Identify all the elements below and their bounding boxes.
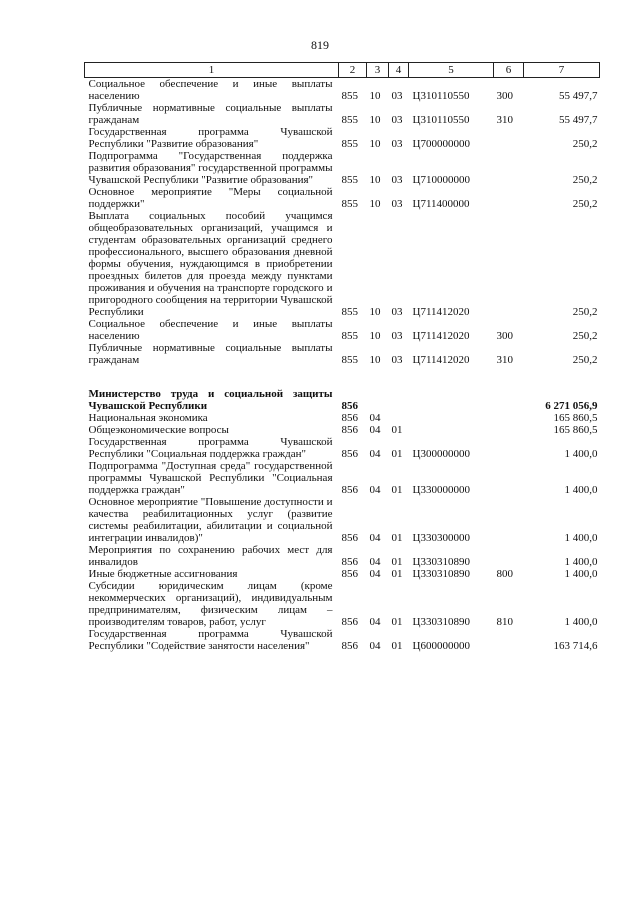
row-name: Министерство труда и социальной защиты Чувашской Республики [88, 388, 333, 412]
row-subsection-code: 03 [391, 138, 403, 150]
row-expense-type: 800 [496, 568, 513, 580]
row-ministry-code: 856 [341, 400, 358, 412]
row-amount: 1 400,0 [564, 532, 598, 544]
row-amount: 250,2 [572, 198, 598, 210]
row-ministry-code: 855 [341, 90, 358, 102]
row-name: Мероприятия по сохранению рабочих мест для инвалидов [88, 544, 333, 568]
row-ministry-code: 855 [341, 138, 358, 150]
row-expense-type [494, 628, 524, 652]
table-row [85, 388, 600, 412]
row-target-code: Ц310110550 [412, 114, 470, 126]
row-section-code: 10 [369, 306, 381, 318]
table-row [85, 424, 600, 436]
row-amount: 1 400,0 [564, 484, 598, 496]
spacer-row [85, 366, 600, 388]
row-expense-type: 300 [496, 330, 513, 342]
row-subsection-code: 01 [391, 640, 403, 652]
row-amount: 165 860,5 [553, 424, 598, 436]
table-row [85, 436, 600, 460]
row-amount: 250,2 [572, 354, 598, 366]
row-expense-type [494, 210, 524, 318]
row-ministry-code: 856 [341, 448, 358, 460]
column-header-1: 1 [85, 63, 339, 78]
table-row [85, 544, 600, 568]
row-amount: 1 400,0 [564, 616, 598, 628]
row-target-code: Ц330310890 [412, 616, 470, 628]
table-row [85, 496, 600, 544]
row-ministry-code: 856 [341, 556, 358, 568]
column-header-3: 3 [367, 63, 389, 78]
row-subsection-code [389, 388, 409, 412]
row-target-code: Ц330000000 [412, 484, 470, 496]
row-ministry-code: 856 [341, 484, 358, 496]
row-section-code: 10 [369, 114, 381, 126]
row-expense-type [494, 460, 524, 496]
row-ministry-code: 856 [341, 532, 358, 544]
row-section-code: 10 [369, 198, 381, 210]
row-subsection-code [389, 412, 409, 424]
row-expense-type [494, 126, 524, 150]
row-ministry-code: 856 [341, 424, 358, 436]
row-amount: 250,2 [572, 330, 598, 342]
row-name: Государственная программа Чувашской Республики "Развитие образования" [88, 126, 333, 150]
row-expense-type [494, 424, 524, 436]
row-amount: 163 714,6 [553, 640, 598, 652]
row-subsection-code: 01 [391, 484, 403, 496]
table-row [85, 318, 600, 342]
row-subsection-code: 01 [391, 616, 403, 628]
table-row [85, 126, 600, 150]
row-ministry-code: 855 [341, 198, 358, 210]
table-row [85, 568, 600, 580]
row-expense-type [494, 388, 524, 412]
row-expense-type [494, 496, 524, 544]
row-name: Публичные нормативные социальные выплаты гражданам [88, 342, 333, 366]
row-subsection-code: 03 [391, 90, 403, 102]
row-amount: 250,2 [572, 174, 598, 186]
column-header-6: 6 [494, 63, 524, 78]
table-body [85, 78, 600, 653]
row-amount: 1 400,0 [564, 568, 598, 580]
row-ministry-code: 855 [341, 306, 358, 318]
column-header-2: 2 [339, 63, 367, 78]
row-subsection-code: 01 [391, 568, 403, 580]
row-expense-type: 300 [496, 90, 513, 102]
row-subsection-code: 03 [391, 306, 403, 318]
row-subsection-code: 03 [391, 174, 403, 186]
table-row [85, 186, 600, 210]
table-row [85, 628, 600, 652]
table-row [85, 342, 600, 366]
table-row [85, 78, 600, 103]
row-target-code [409, 388, 494, 412]
table-row [85, 580, 600, 628]
row-target-code: Ц330310890 [412, 568, 470, 580]
row-subsection-code: 03 [391, 354, 403, 366]
row-amount: 165 860,5 [553, 412, 598, 424]
row-subsection-code: 01 [391, 424, 403, 436]
row-name: Основное мероприятие "Меры социальной поддержки" [88, 186, 333, 210]
row-amount: 1 400,0 [564, 448, 598, 460]
row-section-code: 10 [369, 138, 381, 150]
row-target-code: Ц300000000 [412, 448, 470, 460]
row-target-code: Ц711400000 [412, 198, 470, 210]
row-expense-type [494, 412, 524, 424]
row-expense-type [494, 150, 524, 186]
table-row [85, 460, 600, 496]
row-section-code [367, 388, 389, 412]
row-name: Национальная экономика [88, 412, 208, 424]
row-target-code: Ц310110550 [412, 90, 470, 102]
row-ministry-code: 856 [341, 568, 358, 580]
row-expense-type: 310 [496, 114, 513, 126]
row-name: Иные бюджетные ассигнования [88, 568, 238, 580]
row-ministry-code: 856 [341, 616, 358, 628]
row-ministry-code: 855 [341, 354, 358, 366]
row-target-code [409, 424, 494, 436]
row-target-code: Ц330300000 [412, 532, 470, 544]
row-subsection-code: 01 [391, 448, 403, 460]
row-target-code: Ц600000000 [412, 640, 470, 652]
row-target-code: Ц711412020 [412, 330, 470, 342]
row-section-code: 04 [369, 532, 381, 544]
row-section-code: 10 [369, 330, 381, 342]
row-name: Субсидии юридическим лицам (кроме некоммерческих организаций), индивидуальным предпринимателям, физическим лицам – производителям товаров, работ, услуг [88, 580, 333, 628]
row-amount: 55 497,7 [559, 90, 598, 102]
row-section-code: 04 [369, 640, 381, 652]
row-ministry-code: 856 [341, 640, 358, 652]
column-header-4: 4 [389, 63, 409, 78]
row-target-code: Ц710000000 [412, 174, 470, 186]
row-ministry-code: 856 [341, 412, 358, 424]
row-section-code: 04 [369, 484, 381, 496]
row-section-code: 04 [369, 616, 381, 628]
row-target-code: Ц711412020 [412, 306, 470, 318]
row-target-code: Ц711412020 [412, 354, 470, 366]
row-section-code: 04 [369, 448, 381, 460]
row-name: Государственная программа Чувашской Республики "Социальная поддержка граждан" [88, 436, 333, 460]
table-row [85, 412, 600, 424]
row-name: Основное мероприятие "Повышение доступности и качества реабилитационных услуг (развитие системы реабилитации, абилитации и социальной интеграции инвалидов)" [88, 496, 333, 544]
row-ministry-code: 855 [341, 330, 358, 342]
table-row [85, 150, 600, 186]
row-amount: 6 271 056,9 [545, 400, 598, 412]
row-subsection-code: 03 [391, 330, 403, 342]
column-header-7: 7 [524, 63, 600, 78]
row-expense-type: 810 [496, 616, 513, 628]
row-amount: 55 497,7 [559, 114, 598, 126]
row-expense-type [494, 544, 524, 568]
row-name: Подпрограмма "Доступная среда" государственной программы Чувашской Республики "Социальная поддержка граждан" [88, 460, 333, 496]
row-name: Выплата социальных пособий учащимся общеобразовательных организаций, учащимся и студентам образовательных организаций среднего профессионального, высшего образования дневной формы обучения, нуждающимся в приобретении проездных билетов для проезда между пунктами проживания и обучения на транспорте городского и пригородного сообщения на территории Чувашской Республики [88, 210, 333, 318]
row-section-code: 04 [369, 412, 381, 424]
row-subsection-code: 01 [391, 532, 403, 544]
row-subsection-code: 03 [391, 114, 403, 126]
budget-table [84, 62, 600, 652]
row-ministry-code: 855 [341, 174, 358, 186]
row-section-code: 10 [369, 90, 381, 102]
row-ministry-code: 855 [341, 114, 358, 126]
row-section-code: 04 [369, 568, 381, 580]
row-name: Общеэкономические вопросы [88, 424, 229, 436]
row-name: Социальное обеспечение и иные выплаты населению [88, 78, 333, 102]
column-header-5: 5 [409, 63, 494, 78]
row-subsection-code: 01 [391, 556, 403, 568]
row-expense-type [494, 186, 524, 210]
row-amount: 1 400,0 [564, 556, 598, 568]
row-target-code: Ц700000000 [412, 138, 470, 150]
table-header-row [85, 63, 600, 78]
row-expense-type [494, 436, 524, 460]
row-name: Публичные нормативные социальные выплаты гражданам [88, 102, 333, 126]
row-section-code: 10 [369, 354, 381, 366]
row-amount: 250,2 [572, 138, 598, 150]
row-section-code: 10 [369, 174, 381, 186]
row-target-code [409, 412, 494, 424]
row-section-code: 04 [369, 556, 381, 568]
row-name: Государственная программа Чувашской Республики "Содействие занятости населения" [88, 628, 333, 652]
table-row [85, 210, 600, 318]
page-number: 819 [311, 38, 329, 52]
row-amount: 250,2 [572, 306, 598, 318]
row-target-code: Ц330310890 [412, 556, 470, 568]
row-expense-type: 310 [496, 354, 513, 366]
row-subsection-code: 03 [391, 198, 403, 210]
table-row [85, 102, 600, 126]
row-section-code: 04 [369, 424, 381, 436]
row-name: Подпрограмма "Государственная поддержка развития образования" государственной программы Чувашской Республики "Развитие образования" [88, 150, 333, 186]
row-name: Социальное обеспечение и иные выплаты населению [88, 318, 333, 342]
